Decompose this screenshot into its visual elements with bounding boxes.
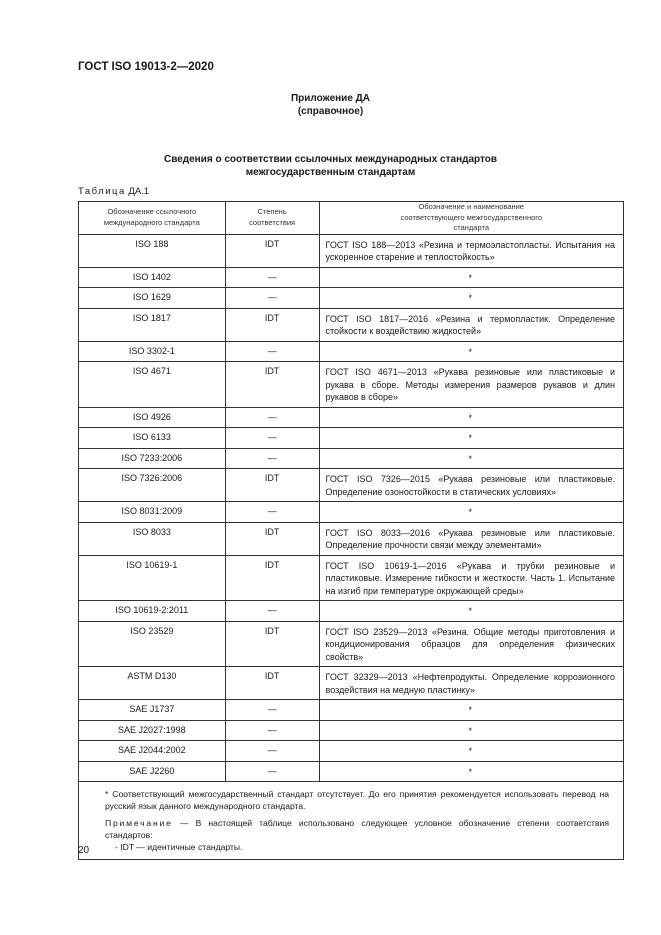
document-code: ГОСТ ISO 19013-2—2020 bbox=[78, 61, 214, 73]
cell-degree: IDT bbox=[225, 362, 319, 408]
cell-description: ГОСТ ISO 4671—2013 «Рукава резиновые или пластиковые и рукава в сборе. Методы измерения размеров рукавов и длин рукавов в сборе» bbox=[319, 362, 623, 408]
cell-degree: IDT bbox=[225, 308, 319, 341]
cell-standard: ISO 10619-1 bbox=[79, 555, 226, 601]
note-paragraph bbox=[105, 817, 609, 841]
cell-standard: ISO 1629 bbox=[79, 288, 226, 309]
cell-degree: — bbox=[225, 761, 319, 782]
table-caption bbox=[78, 186, 149, 197]
cell-degree: — bbox=[225, 502, 319, 523]
cell-degree: — bbox=[225, 741, 319, 762]
table-row bbox=[79, 720, 624, 741]
table-row bbox=[79, 362, 624, 408]
cell-standard: ISO 4926 bbox=[79, 407, 226, 428]
cell-description: * bbox=[319, 288, 623, 309]
cell-description: ГОСТ ISO 8033—2016 «Рукава резиновые или пластиковые. Определение прочности связи между элементами» bbox=[319, 522, 623, 555]
cell-degree: IDT bbox=[225, 621, 319, 667]
table-row bbox=[79, 601, 624, 622]
table-row bbox=[79, 522, 624, 555]
cell-degree: — bbox=[225, 267, 319, 288]
cell-description: ГОСТ ISO 10619-1—2016 «Рукава и трубки резиновые и пластиковые. Измерение гибкости и жесткости. Часть 1. Испытание на изгиб при температуре окружающей среды» bbox=[319, 555, 623, 601]
cell-degree: — bbox=[225, 720, 319, 741]
cell-standard: ISO 7233:2006 bbox=[79, 448, 226, 469]
cell-description: * bbox=[319, 741, 623, 762]
cell-standard: SAE J2027:1998 bbox=[79, 720, 226, 741]
table-caption-word: Таблица bbox=[78, 186, 126, 197]
cell-degree: IDT bbox=[225, 667, 319, 700]
annex-title: Приложение ДА bbox=[290, 93, 371, 104]
column-header-description: Обозначение и наименование соответствующего межгосударственного стандарта bbox=[319, 202, 623, 235]
table-row bbox=[79, 761, 624, 782]
table-row bbox=[79, 700, 624, 721]
cell-degree: — bbox=[225, 341, 319, 362]
section-title bbox=[0, 153, 661, 179]
cell-description: ГОСТ 32329—2013 «Нефтепродукты. Определение коррозионного воздействия на медную пластинку» bbox=[319, 667, 623, 700]
section-title-line-1: Сведения о соответствии ссылочных международных стандартов bbox=[163, 154, 498, 165]
table-row bbox=[79, 407, 624, 428]
cell-standard: ISO 3302-1 bbox=[79, 341, 226, 362]
cell-description: * bbox=[319, 428, 623, 449]
cell-degree: IDT bbox=[225, 555, 319, 601]
annex-type: (справочное) bbox=[297, 106, 364, 117]
footnote-text: * Соответствующий межгосударственный стандарт отсутствует. До его принятия рекомендуется использовать перевод на русский язык данного международного стандарта. bbox=[105, 789, 609, 811]
cell-description: * bbox=[319, 761, 623, 782]
cell-degree: IDT bbox=[225, 522, 319, 555]
table-footnote-cell bbox=[79, 782, 624, 860]
cell-description: * bbox=[319, 502, 623, 523]
cell-degree: IDT bbox=[225, 234, 319, 267]
cell-standard: ISO 8033 bbox=[79, 522, 226, 555]
cell-degree: IDT bbox=[225, 469, 319, 502]
note-text: — В настоящей таблице использовано следующее условное обозначение степени соответствия стандартов: bbox=[105, 818, 609, 840]
table-row bbox=[79, 341, 624, 362]
note-item: - IDT — идентичные стандарты. bbox=[115, 842, 243, 852]
cell-standard: ASTM D130 bbox=[79, 667, 226, 700]
cell-description: * bbox=[319, 448, 623, 469]
cell-description: * bbox=[319, 720, 623, 741]
cell-description: * bbox=[319, 601, 623, 622]
cell-degree: — bbox=[225, 428, 319, 449]
cell-standard: SAE J1737 bbox=[79, 700, 226, 721]
table-caption-number: ДА.1 bbox=[125, 186, 150, 197]
cell-standard: ISO 1817 bbox=[79, 308, 226, 341]
cell-degree: — bbox=[225, 448, 319, 469]
cell-standard: ISO 8031:2009 bbox=[79, 502, 226, 523]
cell-description: ГОСТ ISO 23529—2013 «Резина. Общие методы приготовления и кондиционирования образцов для определения физических свойств» bbox=[319, 621, 623, 667]
table-row bbox=[79, 448, 624, 469]
cell-description: * bbox=[319, 407, 623, 428]
cell-description: ГОСТ ISO 7326—2015 «Рукава резиновые или пластиковые. Определение озоностойкости в статических условиях» bbox=[319, 469, 623, 502]
section-title-line-2: межгосударственным стандартам bbox=[245, 167, 416, 178]
note-word: Примечание bbox=[105, 818, 173, 828]
table-row bbox=[79, 308, 624, 341]
cell-description: * bbox=[319, 267, 623, 288]
table-row bbox=[79, 555, 624, 601]
table-row bbox=[79, 741, 624, 762]
cell-standard: SAE J2044:2002 bbox=[79, 741, 226, 762]
table-row bbox=[79, 667, 624, 700]
table-row bbox=[79, 288, 624, 309]
cell-description: * bbox=[319, 700, 623, 721]
cell-standard: ISO 7326:2006 bbox=[79, 469, 226, 502]
cell-degree: — bbox=[225, 407, 319, 428]
cell-standard: ISO 1402 bbox=[79, 267, 226, 288]
table-row bbox=[79, 234, 624, 267]
cell-degree: — bbox=[225, 601, 319, 622]
column-header-standard: Обозначение ссылочного международного стандарта bbox=[79, 202, 226, 235]
table-row bbox=[79, 621, 624, 667]
cell-degree: — bbox=[225, 700, 319, 721]
column-header-degree: Степень соответствия bbox=[225, 202, 319, 235]
cell-standard: ISO 10619-2:2011 bbox=[79, 601, 226, 622]
correspondence-table bbox=[78, 201, 624, 860]
cell-standard: ISO 23529 bbox=[79, 621, 226, 667]
cell-standard: ISO 4671 bbox=[79, 362, 226, 408]
cell-standard: ISO 188 bbox=[79, 234, 226, 267]
cell-description: * bbox=[319, 341, 623, 362]
annex-heading bbox=[0, 92, 661, 118]
table-row bbox=[79, 267, 624, 288]
cell-standard: ISO 6133 bbox=[79, 428, 226, 449]
table-row bbox=[79, 502, 624, 523]
cell-degree: — bbox=[225, 288, 319, 309]
page-number: 20 bbox=[78, 845, 90, 856]
cell-description: ГОСТ ISO 1817—2016 «Резина и термопластик. Определение стойкости к воздействию жидкостей» bbox=[319, 308, 623, 341]
cell-standard: SAE J2260 bbox=[79, 761, 226, 782]
cell-description: ГОСТ ISO 188—2013 «Резина и термоэластопласты. Испытания на ускоренное старение и теплостойкость» bbox=[319, 234, 623, 267]
table-row bbox=[79, 469, 624, 502]
table-row bbox=[79, 428, 624, 449]
